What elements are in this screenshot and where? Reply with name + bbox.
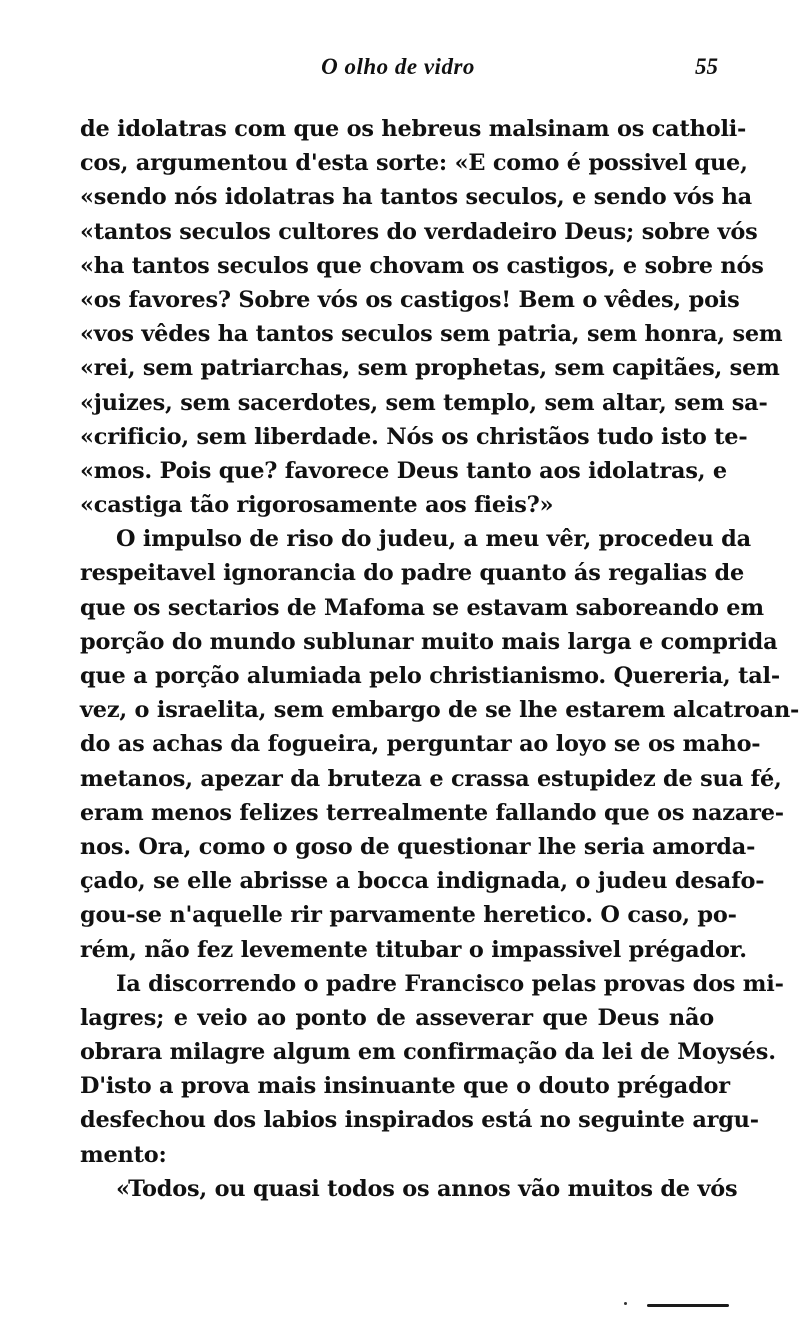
- text-line: lagres; e veio ao ponto de asseverar que Deus não: [80, 1004, 714, 1031]
- text-line: «ha tantos seculos que chovam os castigos, e sobre nós: [80, 252, 764, 279]
- ink-speck: [624, 1302, 627, 1305]
- text-line: «vos vêdes ha tantos seculos sem patria, sem honra, sem: [80, 321, 783, 348]
- text-line: nos. Ora, como o goso de questionar lhe seria amorda-: [80, 833, 756, 860]
- text-line: «rei, sem patriarchas, sem prophetas, sem capitães, sem: [80, 355, 780, 382]
- text-line: metanos, apezar da bruteza e crassa estupidez de sua fé,: [80, 765, 782, 792]
- text-line: que a porção alumiada pelo christianismo. Quereria, tal-: [80, 663, 780, 689]
- text-line: «juizes, sem sacerdotes, sem templo, sem altar, sem sa-: [80, 389, 768, 416]
- text-line: que os sectarios de Mafoma se estavam saboreando em: [80, 594, 764, 621]
- text-line: cos, argumentou d'esta sorte: «E como é possivel que,: [80, 150, 748, 177]
- running-header: [78, 54, 718, 88]
- text-line: çado, se elle abrisse a bocca indignada, o judeu desafo-: [80, 868, 765, 895]
- text-line: de idolatras com que os hebreus malsinam os catholi-: [80, 116, 747, 142]
- paragraph-start-line: Ia discorrendo o padre Francisco pelas provas dos mi-: [116, 970, 784, 997]
- page-number: 55: [695, 54, 718, 79]
- paragraph-start-line: O impulso de riso do judeu, a meu vêr, procedeu da: [116, 526, 751, 553]
- text-line: do as achas da fogueira, perguntar ao loyo se os maho-: [80, 731, 761, 758]
- text-line: vez, o israelita, sem embargo de se lhe estarem alcatroan-: [80, 697, 800, 724]
- text-line: desfechou dos labios inspirados está no seguinte argu-: [80, 1107, 759, 1134]
- text-line: mento:: [80, 1141, 167, 1168]
- text-line: rém, não fez levemente titubar o impassivel prégador.: [80, 936, 747, 963]
- text-line: respeitavel ignorancia do padre quanto ás regalias de: [80, 560, 745, 587]
- body-text: [80, 112, 800, 1206]
- paragraph-start-line: «Todos, ou quasi todos os annos vão muitos de vós: [116, 1175, 738, 1202]
- text-line: «mos. Pois que? favorece Deus tanto aos idolatras, e: [80, 457, 727, 484]
- text-line: «os favores? Sobre vós os castigos! Bem o vêdes, pois: [80, 286, 740, 313]
- text-line: eram menos felizes terrealmente fallando que os nazare-: [80, 799, 784, 826]
- text-line: gou-se n'aquelle rir parvamente heretico. O caso, po-: [80, 902, 737, 929]
- ink-smudge: [647, 1304, 729, 1307]
- running-title: O olho de vidro: [321, 54, 475, 79]
- text-line: porção do mundo sublunar muito mais larga e comprida: [80, 628, 778, 655]
- text-line: «crificio, sem liberdade. Nós os christãos tudo isto te-: [80, 423, 748, 450]
- text-line: «castiga tão rigorosamente aos fieis?»: [80, 492, 554, 519]
- text-line: «sendo nós idolatras ha tantos seculos, e sendo vós ha: [80, 184, 752, 211]
- text-line: obrara milagre algum em confirmação da lei de Moysés.: [80, 1039, 776, 1066]
- text-line: «tantos seculos cultores do verdadeiro Deus; sobre vós: [80, 218, 758, 245]
- text-line: D'isto a prova mais insinuante que o douto prégador: [80, 1073, 730, 1100]
